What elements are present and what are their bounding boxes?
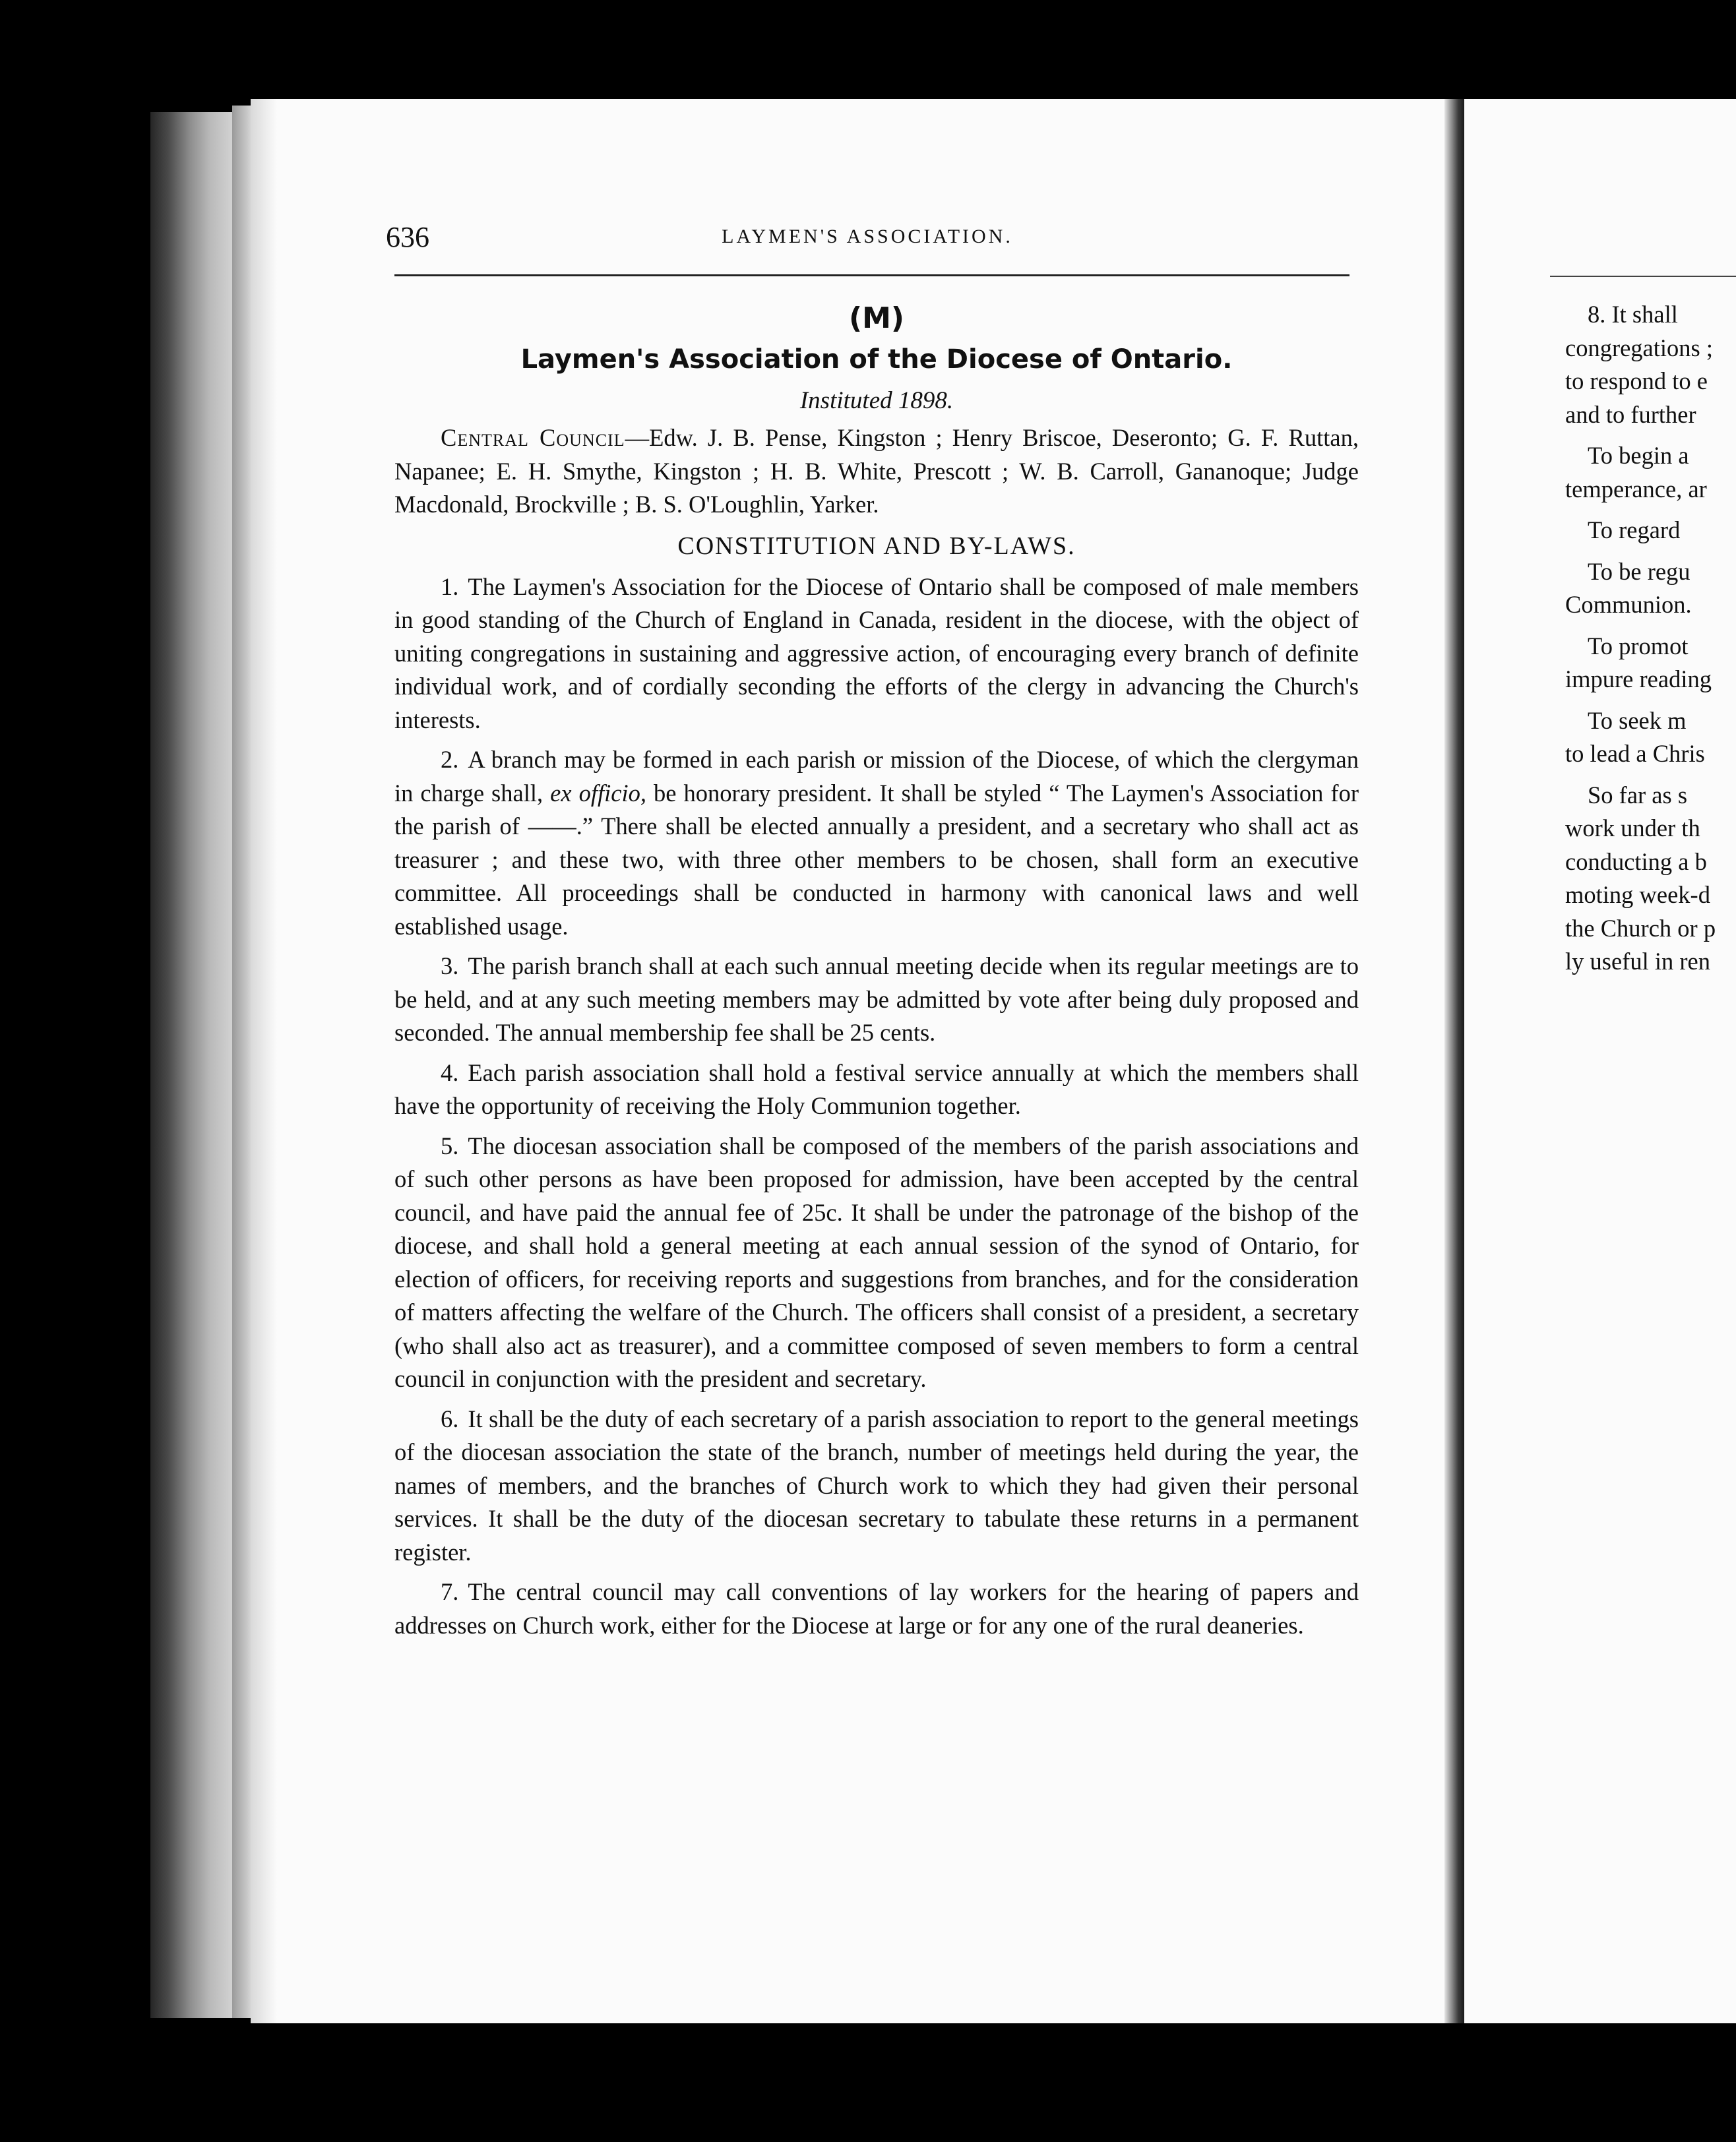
bylaw-4 <box>394 1056 1359 1123</box>
bylaw-text: The diocesan association shall be composed of the members of the parish associations and of such other persons as have been proposed for admission, have been accepted by the central council, and have paid the annual fee of 25c. It shall be under the patronage of the bishop of the diocese, and shall hold a general meeting at each annual session of the synod of Ontario, for election of officers, for receiving reports and suggestions from branches, and for the consideration of matters affecting the welfare of the Church. The officers shall consist of a president, a secretary (who shall also act as treasurer), and a committee composed of seven members to form a central council in conjunction with the president and secretary. <box>394 1132 1359 1392</box>
right-page-line: and to further <box>1565 400 1696 428</box>
section-mark: (M) <box>848 301 904 335</box>
bylaw-number: 4. <box>441 1058 459 1086</box>
right-page-line: impure reading <box>1565 665 1712 692</box>
right-page-line: To begin a <box>1588 442 1689 469</box>
right-page-line: to respond to e <box>1565 367 1708 394</box>
right-page-line: conducting a b <box>1565 847 1707 875</box>
bylaw-text: be honorary president. It shall be styled “ The Laymen's Association for the parish of ——.” There shall be elected annually a president, and a secretary who shall act as treasurer ; and these two, with three other members to be chosen, shall form an executive committee. All proceedings shall be conducted in harmony with canonical laws and well established usage. <box>394 779 1359 940</box>
right-page-line: To be regu <box>1588 557 1690 585</box>
page-stack-edge <box>232 106 252 2018</box>
bylaw-7 <box>394 1576 1359 1642</box>
right-page-line: To regard <box>1588 516 1681 543</box>
right-page-line: work under th <box>1565 814 1700 842</box>
bylaw-6 <box>394 1403 1359 1570</box>
right-page-line: To seek m <box>1588 706 1687 734</box>
bylaw-number: 2. <box>441 746 459 773</box>
bylaw-3 <box>394 950 1359 1050</box>
running-title: LAYMEN'S ASSOCIATION. <box>722 226 1013 247</box>
bylaw-1 <box>394 570 1359 737</box>
right-page-text <box>1565 298 1736 1024</box>
page-number: 636 <box>386 221 429 253</box>
right-page-line: moting week-d <box>1565 881 1710 908</box>
bylaw-text-italic: ex officio, <box>550 779 646 807</box>
right-page-line: Communion. <box>1565 591 1692 618</box>
bylaw-text: The central council may call conventions of lay workers for the hearing of papers and addresses on Church work, either for the Diocese at large or for any one of the rural deaneries. <box>394 1578 1359 1639</box>
bylaw-number: 7. <box>441 1578 459 1605</box>
bylaw-number: 3. <box>441 952 459 979</box>
bylaw-text: A branch may be formed in each parish or mission of the Diocese, of which the clergyman in charge shall, <box>394 746 1359 807</box>
right-page-line: To promot <box>1588 632 1689 659</box>
page-body <box>394 300 1359 1649</box>
bylaw-number: 5. <box>441 1132 459 1159</box>
bylaw-text: The Laymen's Association for the Diocese of Ontario shall be composed of male members in good standing of the Church of England in Canada, resident in the diocese, with the object of uniting congregations in sustaining and aggressive action, of encouraging every branch of definite individual work, and of cordially seconding the efforts of the clergy in advancing the Church's interests. <box>394 572 1359 733</box>
right-page-line: temperance, ar <box>1565 475 1707 503</box>
bylaw-number: 6. <box>441 1405 459 1432</box>
right-page-line: congregations ; <box>1565 334 1714 361</box>
central-council-members: —Edw. J. B. Pense, Kingston ; Henry Briscoe, Deseronto; G. F. Ruttan, Napanee; E. H. Smythe, Kingston ; H. B. White, Prescott ; W. B. Carroll, Gananoque; Judge Macdonald, Brockville ; B. S. O'Loughlin, Yarker. <box>394 424 1359 518</box>
instituted-line: Instituted 1898. <box>799 387 954 414</box>
right-page-line: ly useful in ren <box>1565 948 1710 975</box>
bylaw-text: It shall be the duty of each secretary of a parish association to report to the general meetings of the diocesan association the state of the branch, number of meetings held during the year, the names of members, and the branches of Church work to which they had given their personal services. It shall be the duty of the diocesan secretary to tabulate these returns in a permanent register. <box>394 1405 1359 1566</box>
right-page-line: 8. It shall <box>1588 301 1678 328</box>
right-page-line: the Church or p <box>1565 914 1716 942</box>
bylaw-5 <box>394 1130 1359 1396</box>
bylaw-number: 1. <box>441 572 459 600</box>
association-title: Laymen's Association of the Diocese of Ontario. <box>520 344 1233 375</box>
right-page-line: So far as s <box>1588 781 1688 809</box>
central-council-paragraph <box>394 421 1359 522</box>
left-page-shadow <box>251 99 277 2023</box>
central-council-label: Central Council <box>441 424 625 451</box>
bylaw-text: The parish branch shall at each such annual meeting decide when its regular meetings are to be held, and at any such meeting members may be admitted by vote after being duly proposed and seconded. The annual membership fee shall be 25 cents. <box>394 952 1359 1046</box>
running-head <box>386 218 1349 257</box>
right-page-header-rule <box>1550 276 1736 277</box>
header-rule <box>394 274 1349 276</box>
bylaw-text: Each parish association shall hold a festival service annually at which the members shall have the opportunity of receiving the Holy Communion together. <box>394 1058 1359 1119</box>
bylaw-2 <box>394 743 1359 943</box>
right-page-line: to lead a Chris <box>1565 740 1705 767</box>
book-gutter <box>1444 99 1464 2023</box>
constitution-heading: CONSTITUTION AND BY-LAWS. <box>677 532 1076 560</box>
